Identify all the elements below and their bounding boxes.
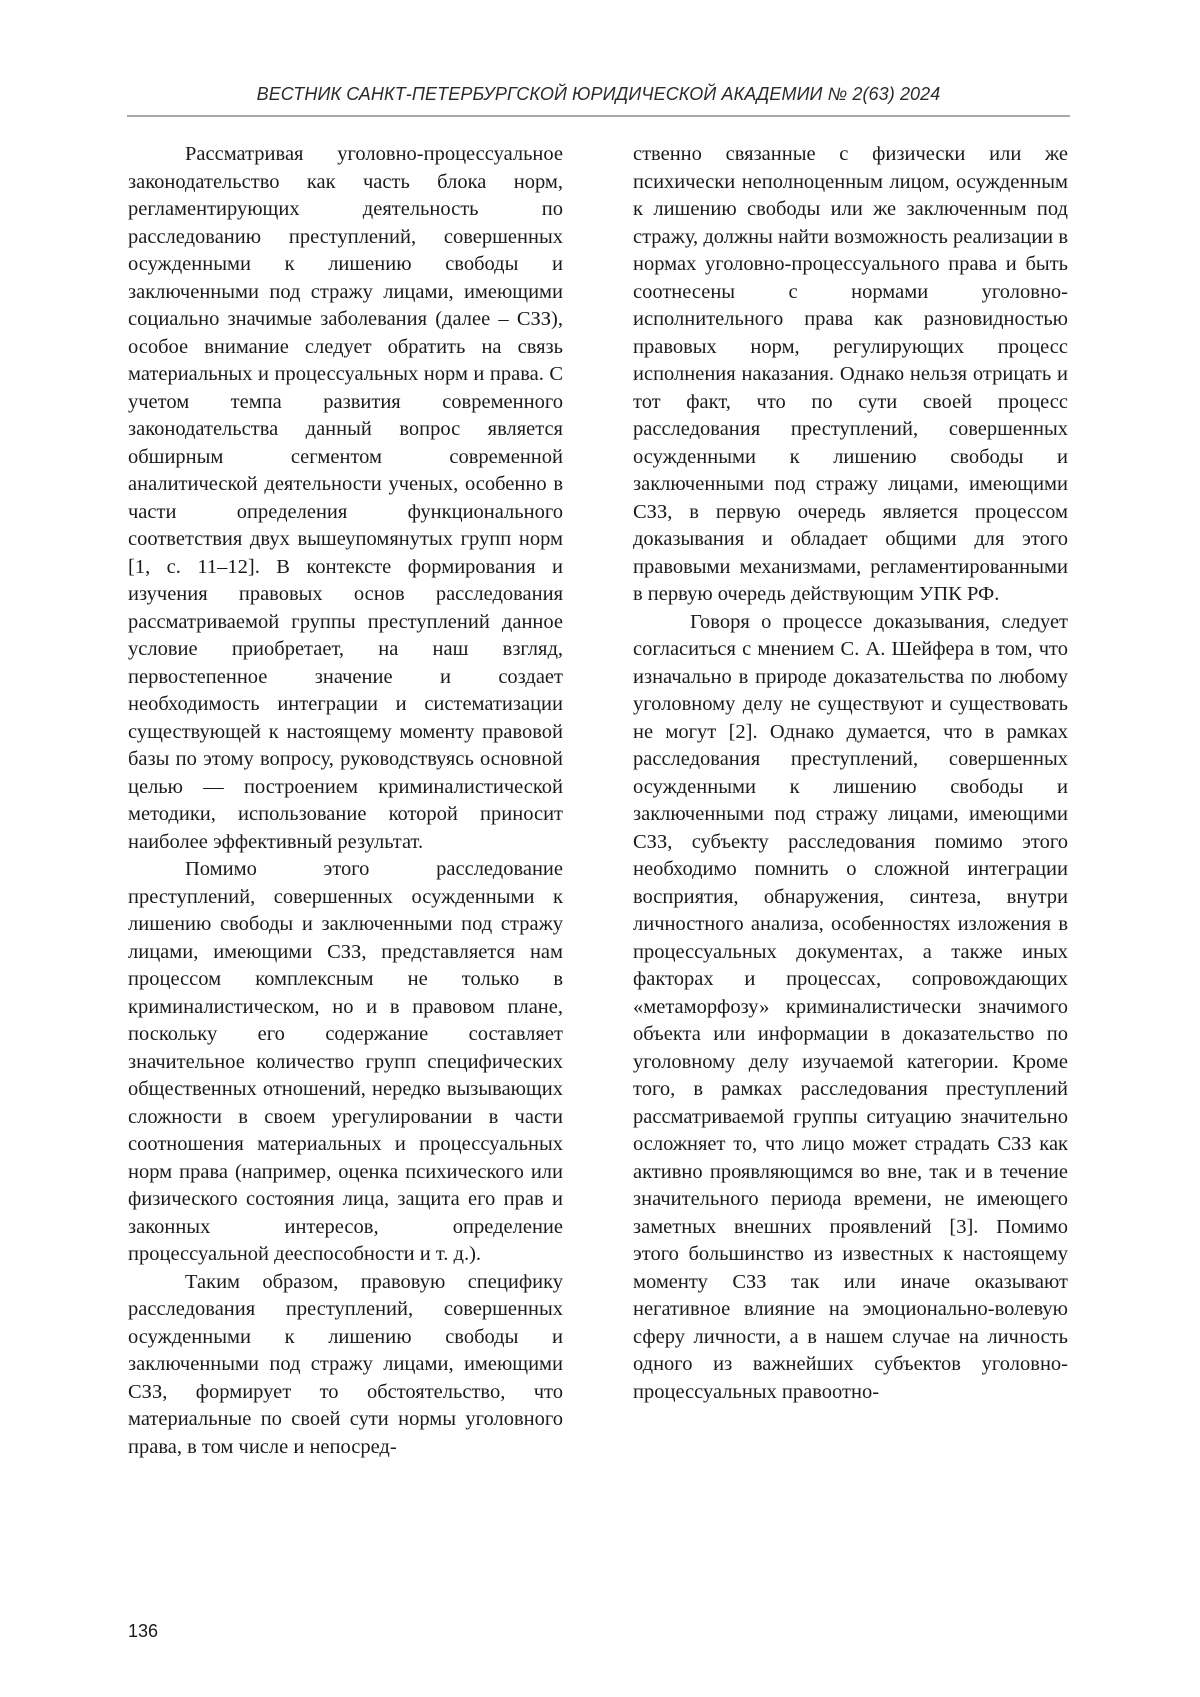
paragraph: Рассматривая уголовно-процессуальное законодательство как часть блока норм, регламентирующих деятельность по расследованию преступлений, совершенных осужденными к лишению свободы и заключенными под стражу лицами, имеющими социально значимые заболевания (далее – СЗЗ), особое внимание следует обратить на связь материальных и процессуальных норм и права. С учетом темпа развития современного законодательства данный вопрос является обширным сегментом современной аналитической деятельности ученых, особенно в части определения функционального соответствия двух вышеупомянутых групп норм [1, с. 11–12]. В контексте формирования и изучения правовых основ расследования рассматриваемой группы преступлений данное условие приобретает, на наш взгляд, первостепенное значение и создает необходимость интеграции и систематизации существующей к настоящему моменту правовой базы по этому вопросу, руководствуясь основной целью — построением криминалистической методики, использование которой приносит наиболее эффективный результат. [128, 143, 563, 853]
left-text-column [128, 141, 563, 1461]
paragraph: Помимо этого расследование преступлений, совершенных осужденными к лишению свободы и заключенными под стражу лицами, имеющими СЗЗ, представляется нам процессом комплексным не только в криминалистическом, но и в правовом плане, поскольку его содержание составляет значительное количество групп специфических общественных отношений, нередко вызывающих сложности в своем урегулировании в части соотношения материальных и процессуальных норм права (например, оценка психического или физического состояния лица, защита его прав и законных интересов, определение процессуальной дееспособности и т. д.). [128, 858, 563, 1265]
journal-running-head: ВЕСТНИК САНКТ-ПЕТЕРБУРГСКОЙ ЮРИДИЧЕСКОЙ АКАДЕМИИ № 2(63) 2024 [256, 84, 941, 104]
paragraph: Таким образом, правовую специфику расследования преступлений, совершенных осужденными к лишению свободы и заключенными под стражу лицами, имеющими СЗЗ, формирует то обстоятельство, что материальные по своей сути нормы уголовного права, в том числе и непосред- [128, 1270, 563, 1458]
header-divider [127, 115, 1070, 117]
right-text-column [633, 141, 1068, 1406]
page-number: 136 [128, 1621, 159, 1641]
paragraph-continuation: ственно связанные с физически или же психически неполноценным лицом, осужденным к лишению свободы или же заключенным под стражу, должны найти возможность реализации в нормах уголовно-процессуального права и быть соотнесены с нормами уголовно-исполнительного права как разновидностью правовых норм, регулирующих процесс исполнения наказания. Однако нельзя отрицать и тот факт, что по сути своей процесс расследования преступлений, совершенных осужденными к лишению свободы и заключенными под стражу лицами, имеющими СЗЗ, в первую очередь является процессом доказывания и обладает общими для этого правовыми механизмами, регламентированными в первую очередь действующим УПК РФ. [633, 143, 1068, 605]
paragraph: Говоря о процессе доказывания, следует согласиться с мнением С. А. Шейфера в том, что изначально в природе доказательства по любому уголовному делу не существуют и существовать не могут [2]. Однако думается, что в рамках расследования преступлений, совершенных осужденными к лишению свободы и заключенными под стражу лицами, имеющими СЗЗ, субъекту расследования помимо этого необходимо помнить о сложной интеграции восприятия, обнаружения, синтеза, внутри личностного анализа, особенностях изложения в процессуальных документах, а также иных факторах и процессах, сопровождающих «метаморфозу» криминалистически значимого объекта или информации в доказательство по уголовному делу изучаемой категории. Кроме того, в рамках расследования преступлений рассматриваемой группы ситуацию значительно осложняет то, что лицо может страдать СЗЗ как активно проявляющимся во вне, так и в течение значительного периода времени, не имеющего заметных внешних проявлений [3]. Помимо этого большинство из известных к настоящему моменту СЗЗ так или иначе оказывают негативное влияние на эмоционально-волевую сферу личности, а в нашем случае на личность одного из важнейших субъектов уголовно-процессуальных правоотно- [633, 610, 1068, 1403]
